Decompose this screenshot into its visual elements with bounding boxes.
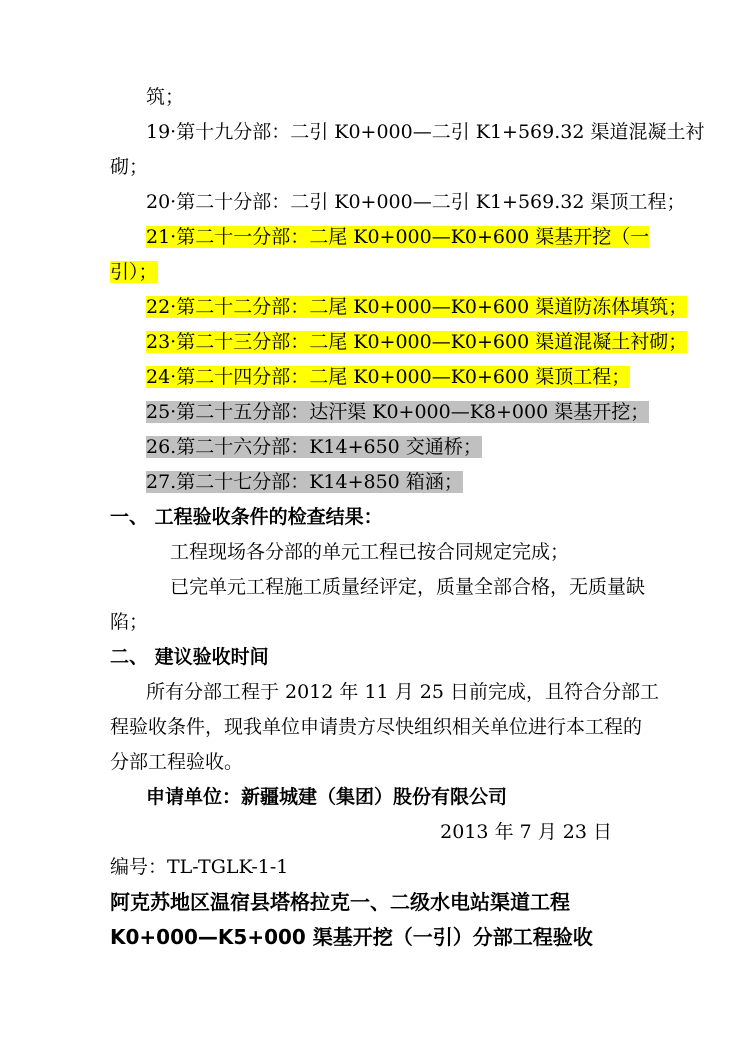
text-line-highlighted: [110, 290, 688, 325]
line-text: 20·第二十分部：二引 K0+000—二引 K1+569.32 渠顶工程；: [146, 191, 686, 213]
document-number-line: [110, 850, 634, 885]
line-text: 2013 年 7 月 23 日: [440, 821, 612, 843]
text-line-highlighted: [110, 220, 650, 255]
line-text: 24·第二十四分部：二尾 K0+000—K0+600 渠顶工程；: [146, 366, 631, 388]
text-line-highlighted: [110, 430, 634, 465]
line-text: 陷；: [110, 611, 149, 633]
line-text: 25·第二十五分部：达汗渠 K0+000—K8+000 渠基开挖；: [146, 401, 650, 423]
line-text: 19·第十九分部：二引 K0+000—二引 K1+569.32 渠道混凝土衬: [146, 121, 705, 143]
line-text: 所有分部工程于 2012 年 11 月 25 日前完成，且符合分部工: [146, 681, 659, 703]
line-text: 编号：TL-TGLK-1-1: [110, 856, 289, 878]
text-line: [110, 115, 705, 150]
line-text: 引）；: [110, 261, 158, 283]
section-heading: [110, 500, 634, 535]
line-text: 砌；: [110, 156, 149, 178]
section-heading: [110, 640, 634, 675]
text-line-highlighted: [110, 395, 650, 430]
line-text: 阿克苏地区温宿县塔格拉克一、二级水电站渠道工程: [110, 890, 570, 914]
document-title-line: [110, 920, 634, 955]
date-line: [110, 815, 634, 850]
text-line: [110, 80, 634, 115]
text-line: [110, 605, 634, 640]
text-line-highlighted: [110, 465, 634, 500]
line-text: 筑；: [146, 86, 185, 108]
line-text: K0+000—K5+000 渠基开挖（一引）分部工程验收: [110, 925, 593, 949]
line-text: 23·第二十三分部：二尾 K0+000—K0+600 渠道混凝土衬砌；: [146, 331, 688, 353]
line-text: 申请单位：新疆城建（集团）股份有限公司: [146, 786, 508, 808]
line-text: 分部工程验收。: [110, 751, 244, 773]
line-text: 22·第二十二分部：二尾 K0+000—K0+600 渠道防冻体填筑；: [146, 296, 688, 318]
text-line: [110, 570, 646, 605]
line-text: 工程现场各分部的单元工程已按合同规定完成；: [170, 541, 570, 563]
text-line: [110, 185, 686, 220]
applicant-line: [110, 780, 634, 815]
line-text: 二、 建议验收时间: [110, 646, 269, 668]
line-text: 一、 工程验收条件的检查结果：: [110, 506, 383, 528]
text-line-highlighted: [110, 360, 634, 395]
text-line: [110, 535, 634, 570]
text-line-highlighted: [110, 255, 634, 290]
line-text: 26.第二十六分部：K14+650 交通桥；: [146, 436, 482, 458]
document-title-line: [110, 885, 634, 920]
text-line-highlighted: [110, 325, 688, 360]
line-text: 程验收条件，现我单位申请贵方尽快组织相关单位进行本工程的: [110, 716, 643, 738]
text-line: [110, 150, 634, 185]
text-line: [110, 710, 643, 745]
line-text: 已完单元工程施工质量经评定，质量全部合格，无质量缺: [170, 576, 646, 598]
line-text: 21·第二十一分部：二尾 K0+000—K0+600 渠基开挖（一: [146, 226, 650, 248]
text-line: [110, 675, 659, 710]
text-line: [110, 745, 634, 780]
line-text: 27.第二十七分部：K14+850 箱涵；: [146, 471, 463, 493]
